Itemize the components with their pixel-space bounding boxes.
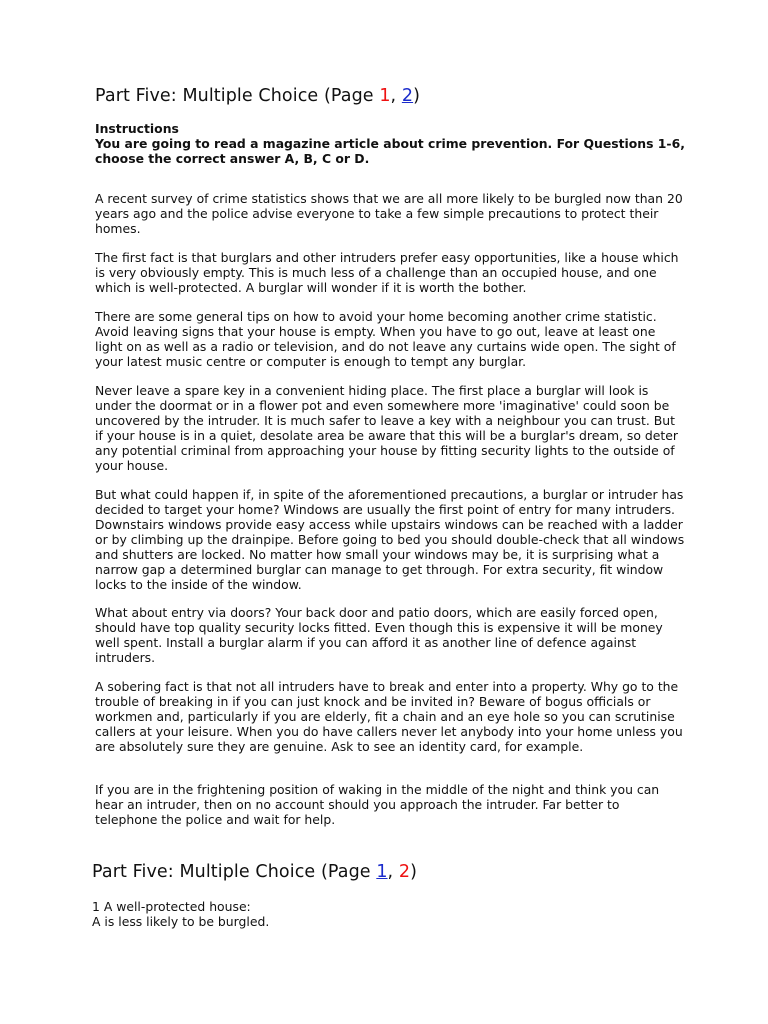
instructions-block <box>95 121 685 166</box>
question-1-option-a: A is less likely to be burgled. <box>92 914 270 929</box>
page-2-current: 2 <box>398 862 411 882</box>
article-paragraph: A recent survey of crime statistics shows that we are all more likely to be burgled now than 20 years ago and the police advise everyone to take a few simple precautions to protect their homes. <box>95 191 683 236</box>
article-paragraph: But what could happen if, in spite of the aforementioned precautions, a burglar or intruder has decided to target your home? Windows are usually the first point of entry for many intruders. Downstairs windows provide easy access while upstairs windows can be reached with a ladder or by climbing up the drainpipe. Before going to bed you should double-check that all windows and shutters are locked. No matter how small your windows may be, it is surprising what a narrow gap a determined burglar can manage to get through. For extra security, fit window locks to the inside of the window. <box>95 487 685 592</box>
article-paragraph: Never leave a spare key in a convenient hiding place. The first place a burglar will look is under the doormat or in a flower pot and even somewhere more 'imaginative' could soon be uncovered by the intruder. It is much safer to leave a key with a neighbour you can trust. But if your house is in a quiet, desolate area be aware that this will be a burglar's dream, so deter any potential criminal from approaching your house by fitting security lights to the outside of your house. <box>95 383 678 473</box>
heading-prefix: Part Five: Multiple Choice (Page <box>92 862 377 882</box>
page-heading <box>95 86 420 106</box>
article-paragraph: There are some general tips on how to avoid your home becoming another crime statistic. Avoid leaving signs that your house is empty. When you have to go out, leave at least one light on as well as a radio or television, and do not leave any curtains wide open. The sight of your latest music centre or computer is enough to tempt any burglar. <box>95 309 676 369</box>
heading-suffix: ) <box>410 862 418 882</box>
question-1-stem: 1 A well-protected house: <box>92 899 251 914</box>
article-paragraph: What about entry via doors? Your back door and patio doors, which are easily forced open, should have top quality security locks fitted. Even though this is expensive it will be money well spent. Install a burglar alarm if you can afford it as another line of defence against intruders. <box>95 605 663 665</box>
page-2-link[interactable]: 2 <box>401 86 414 106</box>
heading-prefix: Part Five: Multiple Choice (Page <box>95 86 380 106</box>
article-paragraph: A sobering fact is that not all intruders have to break and enter into a property. Why go to the trouble of breaking in if you can just knock and be invited in? Beware of bogus officials or workmen and, particularly if you are elderly, fit a chain and an eye hole so you can scrutinise callers at your leisure. When you do have callers never let anybody into your home unless you are absolutely sure they are genuine. Ask to see an identity card, for example. <box>95 679 683 754</box>
heading-separator: , <box>387 862 399 882</box>
heading-suffix: ) <box>413 86 421 106</box>
article-paragraph: The first fact is that burglars and other intruders prefer easy opportunities, like a house which is very obviously empty. This is much less of a challenge than an occupied house, and one which is well-protected. A burglar will wonder if it is worth the bother. <box>95 250 679 295</box>
article-paragraph: If you are in the frightening position of waking in the middle of the night and think you can hear an intruder, then on no account should you approach the intruder. Far better to telephone the police and wait for help. <box>95 782 660 827</box>
heading-separator: , <box>390 86 402 106</box>
page-1-current: 1 <box>379 86 391 106</box>
instructions-title: Instructions <box>95 121 179 136</box>
instructions-text: You are going to read a magazine article about crime prevention. For Questions 1-6, choose the correct answer A, B, C or D. <box>95 136 685 166</box>
page-1-link[interactable]: 1 <box>376 862 388 882</box>
page-heading-repeat <box>92 862 417 882</box>
